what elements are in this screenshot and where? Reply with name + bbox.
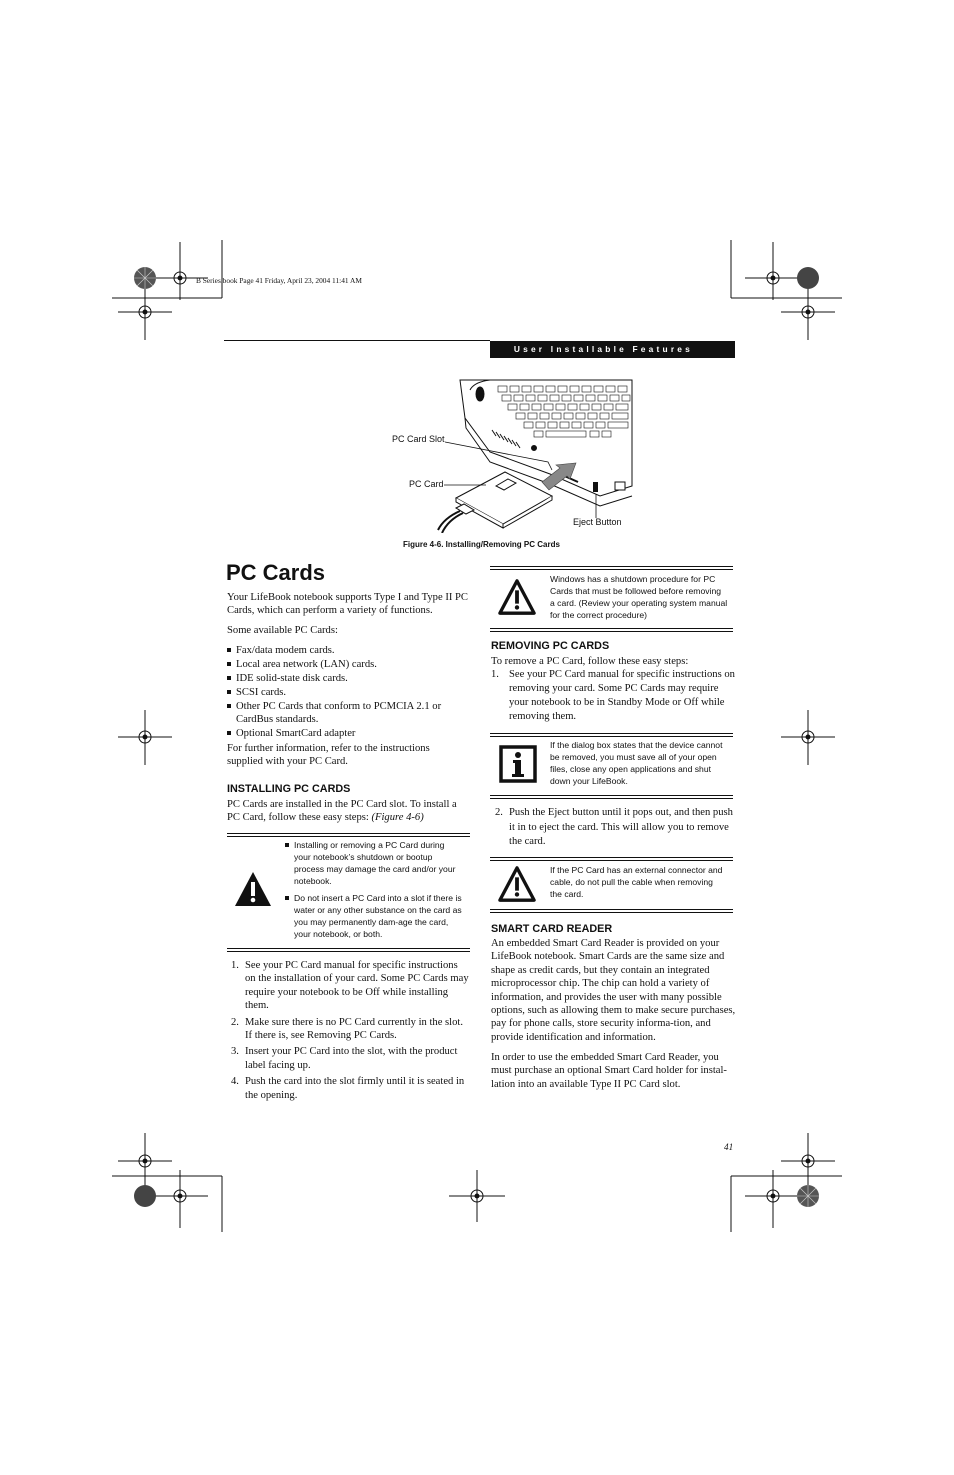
list-item: IDE solid-state disk cards. xyxy=(227,672,472,685)
step-text: Push the Eject button until it pops out, and then push it in to eject the card. This will allow you to remove the card. xyxy=(509,807,733,847)
info-icon xyxy=(499,745,537,788)
list-item xyxy=(227,1045,469,1072)
list-item: Do not insert a PC Card into a slot if there is water or any other substance on the card as you may permanently dam-age the card, your notebook, or both. xyxy=(285,892,463,940)
page-number: 41 xyxy=(724,1142,734,1152)
step-number: 1. xyxy=(231,960,239,971)
step-text: Make sure there is no PC Card currently in the slot. If there is, see Removing PC Cards. xyxy=(245,1016,464,1042)
step-number: 4. xyxy=(231,1076,239,1088)
list-item: Local area network (LAN) cards. xyxy=(227,658,472,671)
installing-heading: INSTALLING PC CARDS xyxy=(227,783,351,795)
list-item xyxy=(227,1016,469,1043)
pc-card-illustration xyxy=(430,378,635,533)
step-number: 2. xyxy=(231,1016,239,1028)
warning-icon xyxy=(498,865,536,908)
list-item xyxy=(227,1075,469,1102)
note-text: If the PC Card has an external connector and cable, do not pull the cable when removing the card. xyxy=(550,865,723,899)
step-text: Push the card into the slot firmly until it is seated in the opening. xyxy=(245,1076,465,1101)
page-title: PC Cards xyxy=(226,560,326,585)
step-text: See your PC Card manual for specific instructions on the installation of your card. Some PC Cards may require your notebook to be Off while installing them. xyxy=(245,960,469,1012)
step-text: Insert your PC Card into the slot, with the product label facing up. xyxy=(245,1046,458,1071)
caution-note xyxy=(227,836,470,949)
list-item: Fax/data modem cards. xyxy=(227,644,472,657)
step-number: 2. xyxy=(495,807,503,818)
caution-list xyxy=(285,839,463,940)
further-info-paragraph: For further information, refer to the instructions supplied with your PC Card. xyxy=(227,743,430,768)
step-number: 1. xyxy=(491,669,499,680)
installing-intro-text: PC Cards are installed in the PC Card slot. To install a PC Card, follow these easy steps: xyxy=(227,799,457,824)
step-text: See your PC Card manual for specific instructions on removing your card. Some PC Cards may require your notebook to be in Standby Mode or Off while removing them. xyxy=(509,669,735,722)
list-item xyxy=(491,806,736,850)
dialog-box-note xyxy=(490,736,733,796)
running-header: User Installable Features xyxy=(490,341,735,358)
note-text: If the dialog box states that the device cannot be removed, you must save all of your open files, close any open applications and shut down your LifeBook. xyxy=(550,740,723,786)
windows-shutdown-note xyxy=(490,569,733,629)
list-item: SCSI cards. xyxy=(227,686,472,699)
list-item xyxy=(227,959,469,1013)
removing-step-2 xyxy=(491,806,736,850)
print-slug: B Series.book Page 41 Friday, April 23, 2004 11:41 AM xyxy=(196,276,362,285)
header-rule xyxy=(224,340,490,341)
external-connector-note xyxy=(490,860,733,910)
removing-intro: To remove a PC Card, follow these easy steps: xyxy=(491,656,689,667)
installing-intro xyxy=(227,798,472,825)
smart-card-heading: SMART CARD READER xyxy=(491,923,613,935)
smart-card-paragraph-2: In order to use the embedded Smart Card Reader, you must purchase an optional Smart Card holder for instal-lation into an available Type II PC Card slot. xyxy=(491,1052,727,1090)
installing-steps xyxy=(227,959,469,1102)
figure-reference: (Figure 4-6) xyxy=(371,812,424,824)
list-item: Optional SmartCard adapter xyxy=(227,727,472,740)
list-item: Installing or removing a PC Card during your notebook’s shutdown or bootup process may damage the card and/or your notebook. xyxy=(285,839,463,887)
warning-icon xyxy=(233,869,273,914)
removing-step-1 xyxy=(491,668,736,724)
smart-card-paragraph-1: An embedded Smart Card Reader is provided on your LifeBook notebook. Smart Cards are the same size and shape as credit cards, but they contain an integrated microprocessor chip. The chip can hold a variety of information, and provides the user with many possible options, such as allowing them to make secure purchases, pay for phone calls, store security informa-tion, and provide identification and information. xyxy=(491,938,736,1043)
figure-label-slot: PC Card Slot xyxy=(392,434,445,444)
removing-heading: REMOVING PC CARDS xyxy=(491,640,610,652)
available-cards-lead: Some available PC Cards: xyxy=(227,625,338,636)
list-item: Other PC Cards that conform to PCMCIA 2.1 or CardBus standards. xyxy=(227,700,461,727)
figure-label-card: PC Card xyxy=(409,479,444,489)
note-text: Windows has a shutdown procedure for PC Cards that must be followed before removing a card. (Review your operating system manual for the correct procedure) xyxy=(550,574,728,620)
step-number: 3. xyxy=(231,1046,239,1058)
intro-paragraph: Your LifeBook notebook supports Type I and Type II PC Cards, which can perform a variety of functions. xyxy=(227,592,468,617)
figure-caption: Figure 4-6. Installing/Removing PC Cards xyxy=(403,540,560,549)
list-item xyxy=(491,668,736,724)
warning-icon xyxy=(498,578,536,621)
card-types-list xyxy=(227,644,472,740)
figure-label-eject: Eject Button xyxy=(573,517,622,527)
